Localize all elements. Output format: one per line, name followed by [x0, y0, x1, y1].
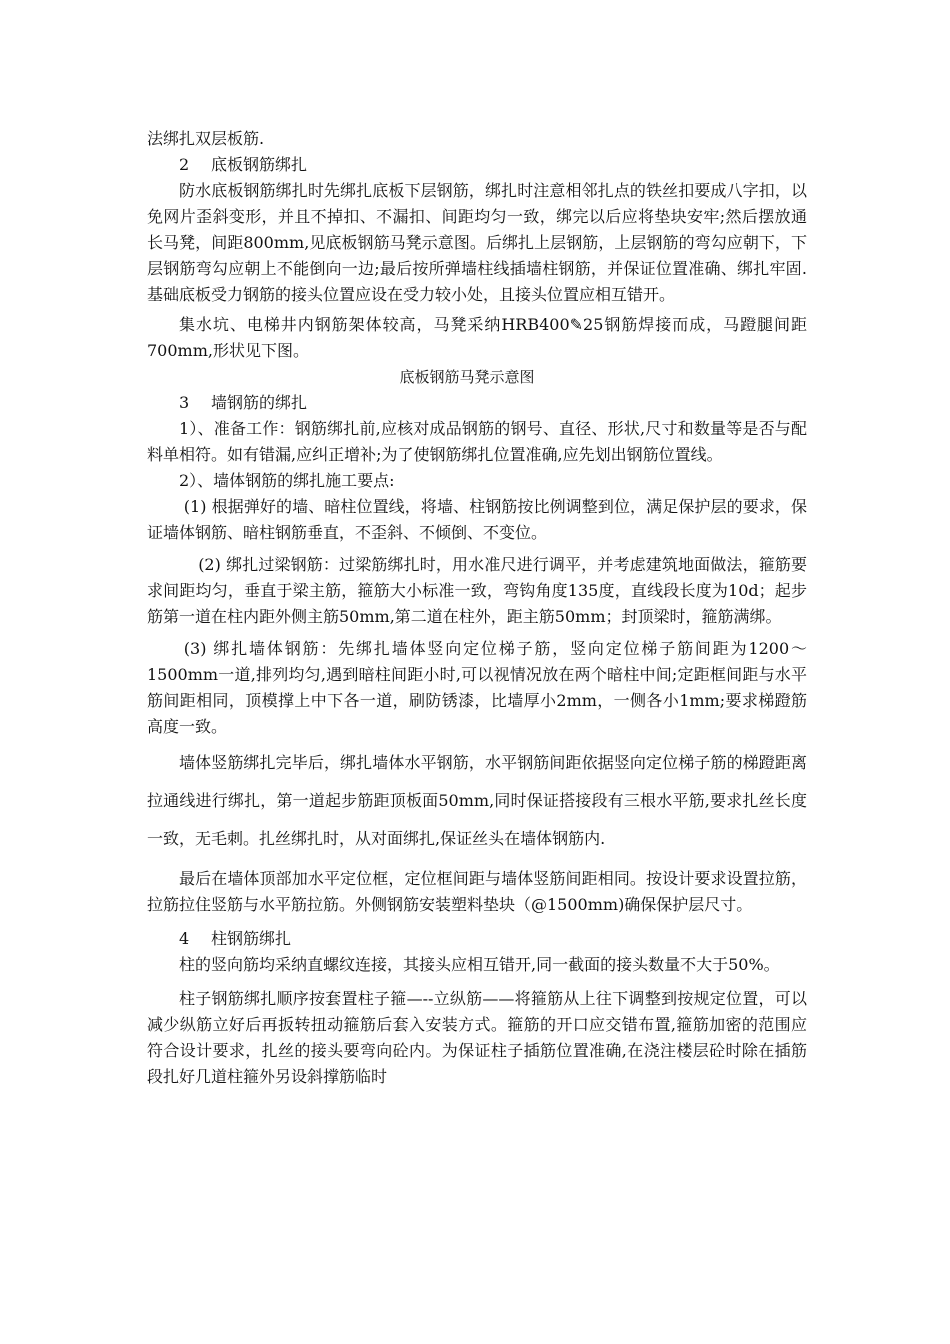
section-heading-2: [147, 152, 807, 178]
paragraph-column-vertical-rebar: 柱的竖向筋均采纳直螺纹连接，其接头应相互错开,同一截面的接头数量不大于50%。: [179, 955, 780, 974]
section-heading-3: [147, 390, 807, 416]
section-heading-4: [147, 926, 807, 952]
paragraph-preparation: 1）、准备工作：钢筋绑扎前,应核对成品钢筋的钢号、直径、形状,尺寸和数量等是否与配料单相符。如有错漏,应纠正增补;为了使钢筋绑扎位置准确,应先划出钢筋位置线。: [147, 419, 807, 464]
paragraph-column-tie-sequence: 柱子钢筋绑扎顺序按套置柱子箍—--立纵筋——将箍筋从上往下调整到按规定位置，可以减少纵筋立好后再扳转扭动箍筋后套入安装方式。箍筋的开口应交错布置,箍筋加密的范围应符合设计要求，扎丝的接头要弯向砼内。为保证柱子插筋位置准确,在浇注楼层砼时除在插筋段扎好几道柱箍外另设斜撑筋临时: [147, 989, 807, 1086]
paragraph-positioning-frame: 最后在墙体顶部加水平定位框，定位框间距与墙体竖筋间距相同。按设计要求设置拉筋，拉筋拉住竖筋与水平筋拉筋。外侧钢筋安装塑料垫块（@1500mm)确保保护层尺寸。: [147, 869, 807, 914]
section-title: 墙钢筋的绑扎: [211, 393, 308, 412]
section-title: 底板钢筋绑扎: [211, 155, 308, 174]
paragraph-sump-pit-rebar: 集水坑、电梯井内钢筋架体较高，马凳采纳HRB400✎25钢筋焊接而成，马蹬腿间距700mm,形状见下图。: [147, 315, 807, 360]
paragraph-item-3: (3) 绑扎墙体钢筋：先绑扎墙体竖向定位梯子筋，竖向定位梯子筋间距为1200～1500mm一道,排列均匀,遇到暗柱间距小时,可以视情况放在两个暗柱中间;定距框间距与水平筋间距相同，顶模撑上中下各一道，刷防锈漆，比墙厚小2mm，一侧各小1mm;要求梯蹬筋高度一致。: [147, 639, 807, 736]
paragraph-wall-key-points: 2）、墙体钢筋的绑扎施工要点:: [179, 471, 395, 490]
figure-caption: 底板钢筋马凳示意图: [399, 368, 535, 386]
section-number: 4: [179, 929, 190, 948]
continuation-line: 法绑扎双层板筋.: [147, 129, 265, 148]
paragraph-item-2: (2) 绑扎过梁钢筋：过梁筋绑扎时，用水准尺进行调平，并考虑建筑地面做法，箍筋要求间距均匀，垂直于梁主筋，箍筋大小标准一致，弯钩角度135度，直线段长度为10d；起步筋第一道在柱内距外侧主筋50mm,第二道在柱外，距主筋50mm；封顶梁时，箍筋满绑。: [147, 555, 807, 626]
section-number: 2: [179, 155, 190, 174]
section-number: 3: [179, 393, 190, 412]
section-title: 柱钢筋绑扎: [211, 929, 292, 948]
paragraph-item-1: (1) 根据弹好的墙、暗柱位置线，将墙、柱钢筋按比例调整到位，满足保护层的要求，保证墙体钢筋、暗柱钢筋垂直，不歪斜、不倾倒、不变位。: [147, 497, 807, 542]
paragraph-horizontal-rebar: 墙体竖筋绑扎完毕后，绑扎墙体水平钢筋，水平钢筋间距依据竖向定位梯子筋的梯蹬距离拉通线进行绑扎，第一道起步筋距顶板面50mm,同时保证搭接段有三根水平筋,要求扎丝长度一致，无毛刺。扎丝绑扎时，从对面绑扎,保证丝头在墙体钢筋内.: [147, 753, 807, 848]
paragraph-baseplate-rebar: 防水底板钢筋绑扎时先绑扎底板下层钢筋，绑扎时注意相邻扎点的铁丝扣要成八字扣，以免网片歪斜变形，并且不掉扣、不漏扣、间距均匀一致，绑完以后应将垫块安牢;然后摆放通长马凳，间距800mm,见底板钢筋马凳示意图。后绑扎上层钢筋，上层钢筋的弯勾应朝下，下层钢筋弯勾应朝上不能倒向一边;最后按所弹墙柱线插墙柱钢筋，并保证位置准确、绑扎牢固.基础底板受力钢筋的接头位置应设在受力较小处，且接头位置应相互错开。: [147, 181, 807, 304]
document-page: [147, 126, 807, 1090]
